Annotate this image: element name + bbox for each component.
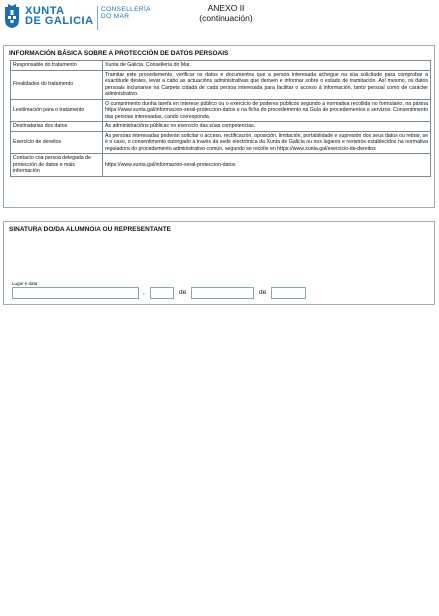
table-row: [11, 122, 431, 132]
row-label: Lexitimación para o tratamento: [11, 99, 103, 122]
signature-section: [3, 221, 435, 305]
row-value: O cumprimento dunha tarefa en interese público ou o exercicio de poderes públicos segundo a normativa recollida no formulario, na páxina https://www.xunta.gal/informacion-xeral-proteccion-datos e na ficha do procedemento na Guía de procedementos e servizos. Consentimento das persoas interesadas, cando corresponda.: [103, 99, 431, 122]
place-date-label: Lugar e data: [12, 281, 38, 286]
de-label-1: de: [179, 289, 187, 296]
row-label: Finalidades do tratamento: [11, 70, 103, 99]
month-field[interactable]: [191, 287, 254, 299]
annex-subtitle: (continuación): [199, 13, 253, 23]
privacy-section: [3, 45, 435, 208]
dept-line2: DO MAR: [101, 13, 130, 20]
year-field[interactable]: [271, 287, 306, 299]
annex-heading: [176, 3, 276, 23]
signature-title: SINATURA DO/DA ALUMNO/A OU REPRESENTANTE: [9, 226, 172, 233]
xunta-logo: [4, 3, 154, 31]
table-row: [11, 99, 431, 122]
table-row: [11, 61, 431, 71]
galicia-shield-icon: [4, 3, 20, 29]
row-label: Destinatarias dos datos: [11, 122, 103, 132]
place-field[interactable]: [12, 287, 139, 299]
row-value: As administracións públicas no exercicio das súas competencias.: [103, 122, 431, 132]
table-row: [11, 70, 431, 99]
table-row: [11, 131, 431, 154]
row-label: Responsable do tratamento: [11, 61, 103, 71]
row-label: Contacto coa persoa delegada de protección de datos e máis información: [11, 154, 103, 177]
comma-separator: ,: [143, 289, 145, 296]
dept-line1: CONSELLERÍA: [101, 6, 151, 13]
logo-divider: [97, 6, 98, 30]
row-value: Tramitar este procedemento, verificar os datos e documentos que a persoa interesada achegue na súa solicitude para comprobar a exactitude destes, levar a cabo as actuacións administrativas que deriven e informar sobre o estado de tramitación. Así mesmo, os datos persoais incluiranse na Carpeta cidadá de cada persoa interesada para facilitar o acceso á información, tanto persoal como de carácter administrativo.: [103, 70, 431, 99]
de-label-2: de: [259, 289, 267, 296]
privacy-table: [10, 60, 431, 177]
logo-line1: XUNTA: [25, 5, 65, 17]
annex-title: ANEXO II: [207, 3, 245, 13]
day-field[interactable]: [150, 287, 174, 299]
logo-line2: DE GALICIA: [25, 15, 94, 27]
row-value: https://www.xunta.gal/informacion-xeral-proteccion-datos: [103, 154, 431, 177]
row-label: Exercicio de dereitos: [11, 131, 103, 154]
row-value: As persoas interesadas poderán solicitar o acceso, rectificación, oposición, limitación, portabilidade e supresión dos seus datos ou retirar, se é o caso, o consentimento outorgado a través da sede electrónica da Xunta de Galicia ou nos lugares e rexistros establecidos na normativa reguladora do procedemento administrativo común, segundo se recolle en https://www.xunta.gal/exercicio-de-dereitos: [103, 131, 431, 154]
privacy-title: INFORMACIÓN BÁSICA SOBRE A PROTECCIÓN DE DATOS PERSOAIS: [9, 50, 229, 57]
table-row: [11, 154, 431, 177]
row-value: Xunta de Galicia. Consellería do Mar.: [103, 61, 431, 71]
